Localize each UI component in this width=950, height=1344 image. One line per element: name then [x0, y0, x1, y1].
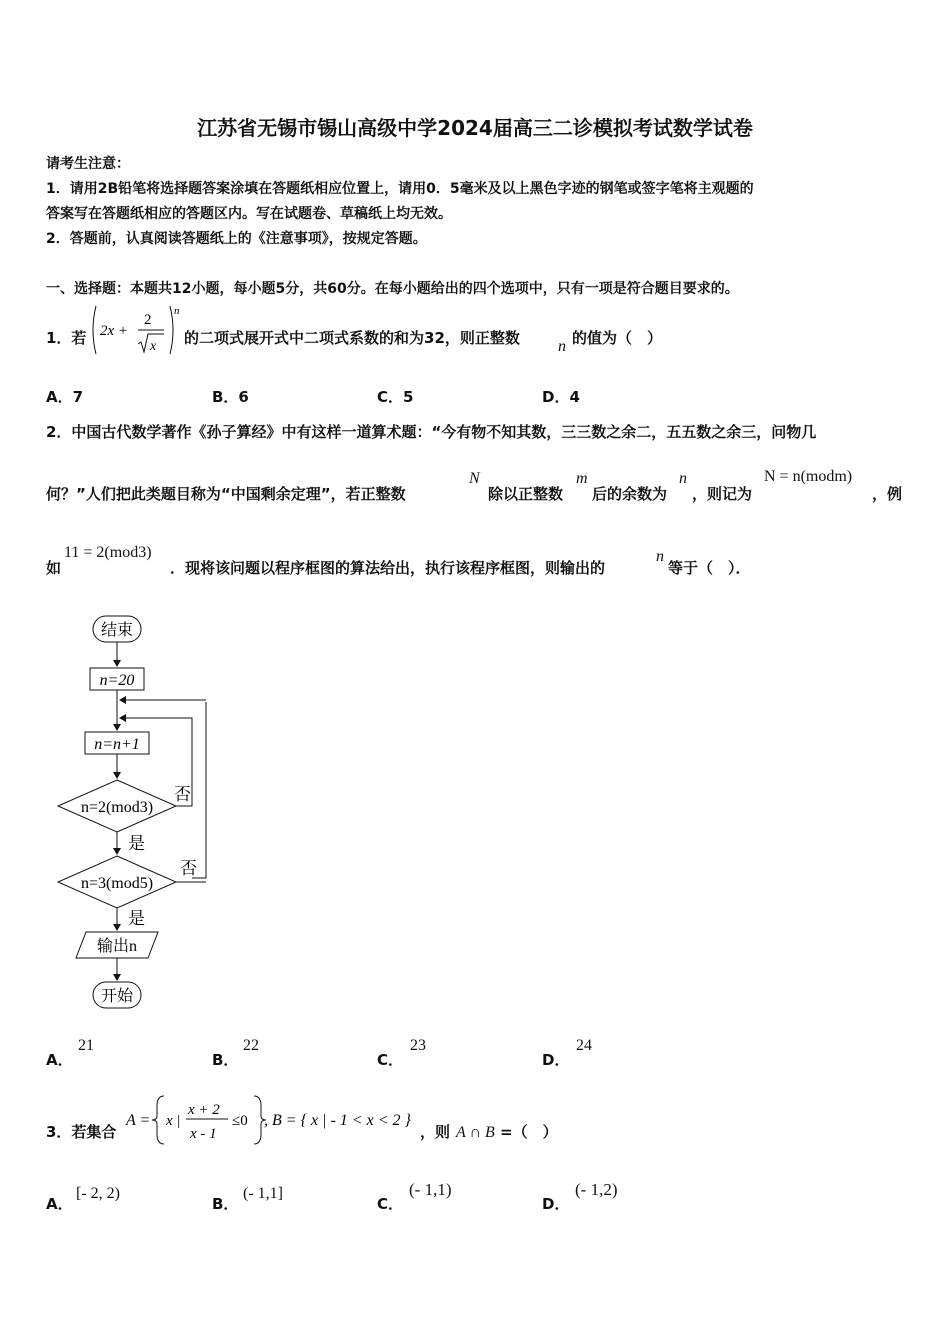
q3-fraction-denominator: x - 1 [190, 1126, 217, 1142]
q2-option-d-value: 24 [576, 1037, 592, 1054]
q3-relation: ≤0 [232, 1113, 248, 1129]
q3-tail-2: =（ ） [500, 1123, 558, 1141]
q1-expr-denominator: x [150, 339, 157, 354]
q1-text: 的二项式展开式中二项式系数的和为32，则正整数 [184, 329, 520, 347]
q2-line-2a: 何？”人们把此类题目称为“中国剩余定理”，若正整数 [46, 485, 406, 503]
flow-no-1: 否 [174, 785, 191, 804]
q2-var-n: n [679, 470, 687, 487]
q2-var-N: N [469, 470, 480, 487]
q3-setA-x: x | [166, 1113, 181, 1129]
q1-expr-a: 2x + [100, 323, 129, 339]
section-heading: 一、选择题：本题共12小题，每小题5分，共60分。在每小题给出的四个选项中，只有一项是符合题目要求的。 [46, 281, 739, 297]
flow-condition-2-label: n=3(mod5) [80, 875, 154, 892]
flow-start-label: 结束 [100, 622, 134, 639]
q3-number: 3．若集合 [46, 1123, 117, 1141]
q3-option-a-value: [- 2, 2) [76, 1185, 120, 1202]
q2-option-b[interactable]: B． [212, 1051, 239, 1069]
q2-option-c[interactable]: C． [377, 1051, 404, 1069]
q2-option-b-value: 22 [243, 1037, 259, 1054]
q2-line-2c: 后的余数为 [592, 485, 668, 503]
q2-option-a-value: 21 [78, 1037, 94, 1054]
flow-output-label: 输出n [96, 938, 138, 955]
flow-no-2: 否 [180, 859, 197, 878]
q1-number: 1．若 [46, 329, 87, 347]
notice-line-2: 2．答题前，认真阅读答题纸上的《注意事项》，按规定答题。 [46, 231, 427, 247]
q1-option-c[interactable]: C．5 [377, 388, 414, 406]
q2-line-3b: ．现将该问题以程序框图的算法给出，执行该程序框图，则输出的 [170, 559, 606, 577]
q1-option-d[interactable]: D．4 [542, 388, 580, 406]
q2-var-n2: n [656, 548, 664, 565]
q3-setB: , B = { x | - 1 < x < 2 } [264, 1112, 411, 1129]
flow-init-label: n=20 [99, 672, 135, 689]
q2-line-3a: 如 [46, 559, 62, 577]
flowchart [50, 608, 230, 1028]
q2-formula-1: N = n(modm) [764, 468, 853, 485]
q3-option-c[interactable]: C． [377, 1195, 404, 1213]
q3-option-d-value: (- 1,2) [575, 1180, 618, 1199]
q2-line-2d: ，则记为 [692, 485, 753, 503]
q3-option-a[interactable]: A． [46, 1195, 73, 1213]
q2-option-d[interactable]: D． [542, 1051, 570, 1069]
q2-line-3c: 等于（ ）． [668, 559, 751, 577]
q2-line-1: 2．中国古代数学著作《孙子算经》中有这样一道算术题：“今有物不知其数，三三数之余二，五五数之余三，问物几 [46, 423, 817, 441]
notice-line-1b: 答案写在答题纸相应的答题区内。写在试题卷、草稿纸上均无效。 [46, 206, 452, 222]
flow-end-label: 开始 [100, 988, 134, 1005]
q3-setA-prefix: A = [126, 1112, 151, 1129]
q2-formula-2: 11 = 2(mod3) [64, 544, 152, 561]
q1-tail: 的值为（ ） [572, 329, 663, 347]
q3-set-expression [124, 1092, 419, 1148]
q1-expr-numerator: 2 [144, 312, 152, 328]
page-title: 江苏省无锡市锡山高级中学2024届高三二诊模拟考试数学试卷 [197, 116, 753, 140]
q1-var-n: n [558, 338, 566, 355]
q2-option-a[interactable]: A． [46, 1051, 73, 1069]
q1-option-b[interactable]: B．6 [212, 388, 249, 406]
q2-line-2b: 除以正整数 [488, 485, 564, 503]
q2-line-2e: ，例 [872, 485, 903, 503]
q1-binomial-expression [88, 302, 184, 358]
q2-var-m: m [576, 470, 588, 487]
flow-condition-1-label: n=2(mod3) [80, 799, 154, 816]
q3-option-b-value: (- 1,1] [243, 1185, 283, 1202]
notice-line-1a: 1．请用2B铅笔将选择题答案涂填在答题纸相应位置上，请用0．5毫米及以上黑色字迹的钢笔或签字笔将主观题的 [46, 181, 754, 197]
q3-option-d[interactable]: D． [542, 1195, 570, 1213]
flow-yes-1: 是 [128, 834, 145, 853]
q1-expr-exponent: n [174, 305, 180, 317]
q1-option-a[interactable]: A．7 [46, 388, 84, 406]
notice-heading: 请考生注意： [46, 156, 130, 172]
flow-yes-2: 是 [128, 909, 145, 928]
q3-option-c-value: (- 1,1) [409, 1180, 452, 1199]
q3-fraction-numerator: x + 2 [188, 1102, 220, 1118]
q3-tail-1: ，则 [420, 1123, 451, 1141]
q3-option-b[interactable]: B． [212, 1195, 239, 1213]
q3-intersection: A ∩ B [456, 1124, 495, 1141]
q2-option-c-value: 23 [410, 1037, 426, 1054]
flow-step-label: n=n+1 [94, 736, 140, 753]
